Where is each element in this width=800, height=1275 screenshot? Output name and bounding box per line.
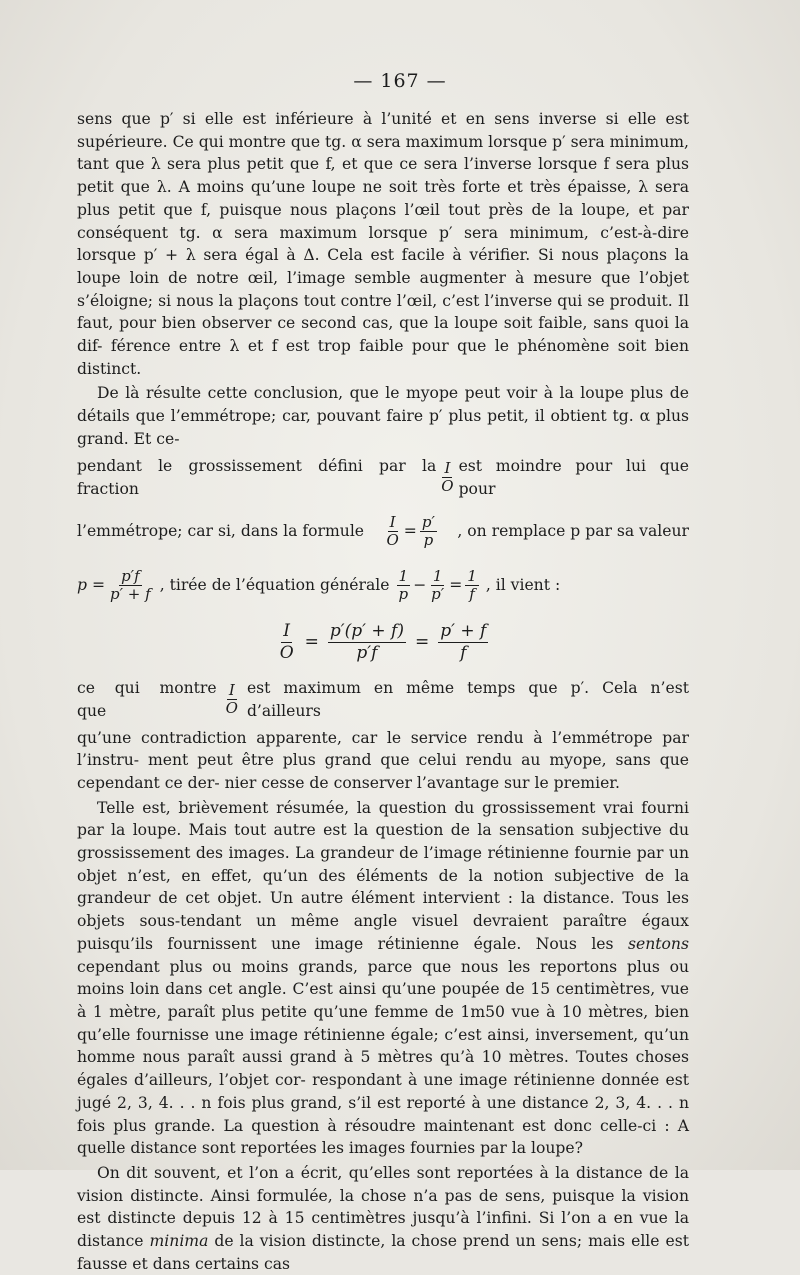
text-line: que l’emmétrope; car, pouvant faire p′ plus petit, il obtient tg. α plus grand. Et ce- bbox=[77, 407, 689, 448]
page-body bbox=[77, 108, 689, 1275]
formula-line-3 bbox=[77, 559, 689, 613]
formula-general-equation: $\frac{1}{p}$ − $\frac{1}{p'}$ = $\frac{1}{f}$ bbox=[398, 567, 477, 604]
text-line: paraît plus petite qu’une femme de 1m50 vue à 10 mètres, bien qu’elle fournisse bbox=[77, 1002, 689, 1044]
paragraph-3 bbox=[77, 797, 689, 1160]
text-line: Si nous plaçons la loupe loin de notre œil, l’image semble augmenter à mesure que bbox=[77, 246, 689, 287]
text-line: une image rétinienne égale; c’est ainsi, inversement, qu’un homme nous paraît bbox=[77, 1025, 690, 1067]
text-line: de la bbox=[214, 1232, 254, 1251]
emphasis-text: sentons bbox=[628, 934, 689, 953]
text-line: respondant à une image rétinienne donnée est jugé 2, 3, 4. . . n fois plus grand, s’il bbox=[77, 1071, 689, 1112]
formula-line-2 bbox=[77, 505, 689, 559]
text-line: distincte. Ainsi formulée, la chose n’a pas de sens, puisque la vision est distincte bbox=[77, 1186, 689, 1228]
text-line: , tirée de l’équation générale bbox=[159, 576, 390, 595]
formula-i-o-equals-pp-p: $\frac{I}{O}$ = $\frac{p'}{p}$ bbox=[386, 513, 435, 550]
text-line: aussi grand à 5 mètres qu’à 10 mètres. Toutes choses égales d’ailleurs, l’objet cor- bbox=[77, 1048, 689, 1090]
text-line: plus petit que f, et que ce sera l’inverse lorsque f sera plus petit que λ. A moins bbox=[77, 155, 689, 197]
paragraph-2 bbox=[77, 382, 689, 450]
text-line: ment peut être plus grand que celui rendu au myope, sans que cependant ce der- bbox=[77, 751, 689, 792]
text-line: depuis 12 à 15 centimètres jusqu’à l’infini. Si l’on a en vue la distance bbox=[77, 1209, 689, 1251]
fraction-i-over-o: $\frac{I}{O}$ bbox=[225, 681, 238, 718]
formula-display: $\frac{I}{O}$ = $\frac{p'(p' + f)}{p'f}$ = $\frac{p' + f}{f}$ bbox=[279, 621, 487, 664]
text-line: devraient paraître égaux puisqu’ils fournissent une image rétinienne égale. Nous bbox=[77, 912, 689, 953]
emphasis-text: minima bbox=[149, 1232, 209, 1251]
text-line: élément intervient : la distance. Tous les objets sous-tendant un même angle visuel bbox=[77, 889, 690, 931]
text-line: Il faut, pour bien observer ce second cas, que la loupe soit faible, sans quoi la dif- bbox=[77, 291, 689, 356]
paragraph-2-end bbox=[77, 727, 689, 795]
text-line: des images. La grandeur de l’image rétinienne fournie par un objet n’est, en effet, bbox=[77, 844, 689, 885]
text-line: qu’une loupe ne soit très forte et très épaisse, λ sera plus petit que f, puisque nous bbox=[77, 178, 689, 219]
text-line: maintenant est donc celle-ci : A quelle distance sont reportées les images fournies bbox=[77, 1116, 689, 1158]
text-line: les bbox=[591, 934, 614, 953]
text-line: sens que p′ si elle est inférieure à l’unité et en sens inverse si elle est supérieure. bbox=[77, 110, 689, 151]
text-line: pendant le grossissement défini par la fraction bbox=[77, 456, 437, 498]
fraction-i-over-o: $\frac{I}{O}$ bbox=[441, 459, 454, 496]
text-line: qu’un des éléments de la notion subjective de la grandeur de cet objet. Un autre bbox=[77, 866, 689, 908]
formula-p-value: p = $\frac{p'f}{p' + f}$ bbox=[77, 567, 151, 604]
text-line: ce qui montre que bbox=[77, 678, 217, 720]
text-line: On dit souvent, et l’on a écrit, qu’elles sont reportées à la distance de la vision bbox=[77, 1163, 689, 1205]
paragraph-1 bbox=[77, 108, 689, 380]
text-line: est moindre pour lui que pour bbox=[458, 456, 689, 498]
text-line: Telle est, brièvement résumée, la question du grossissement vrai fourni par la bbox=[77, 798, 689, 840]
text-line: loupe. Mais tout autre est la question de la sensation subjective du grossissement bbox=[77, 821, 689, 863]
text-line: moins loin dans cet angle. C’est ainsi qu’une poupée de 15 centimètres, vue à 1 mètre, bbox=[77, 980, 689, 1021]
text-line: nier cesse de conserver l’avantage sur le premier. bbox=[224, 773, 620, 792]
text-line: par la loupe? bbox=[480, 1139, 583, 1158]
text-line: l’objet s’éloigne; si nous la plaçons tout contre l’œil, c’est l’inverse qui se produit. bbox=[77, 268, 689, 310]
formula-line-1 bbox=[77, 451, 689, 505]
text-line: p′ sera minimum, c’est-à-dire lorsque p′ + λ sera égal à Δ. Cela est facile à vérifier. bbox=[77, 223, 689, 265]
formula-line-4 bbox=[77, 673, 689, 727]
text-line: férence entre λ et f est trop faible pour que le phénomène soit bien distinct. bbox=[77, 337, 689, 378]
text-line: est reporté à une distance 2, 3, 4. . . n fois plus grande. La question à résoudre bbox=[77, 1093, 689, 1135]
text-line: vision distincte, la chose prend un sens; mais elle est fausse et dans certains cas bbox=[77, 1232, 689, 1273]
text-line: , on remplace p par sa valeur bbox=[457, 522, 689, 541]
text-line: plaçons l’œil tout près de la loupe, et par conséquent tg. α sera maximum lorsque bbox=[77, 200, 689, 242]
page-number: — 167 — bbox=[353, 70, 447, 92]
paragraph-4 bbox=[77, 1162, 689, 1275]
text-line: cependant plus ou moins grands, parce que nous les reportons plus ou bbox=[77, 957, 689, 976]
text-line: De là résulte cette conclusion, que le myope peut voir à la loupe plus de détails bbox=[77, 384, 689, 426]
text-line: est maximum en même temps que p′. Cela n’est d’ailleurs bbox=[246, 678, 689, 720]
text-line: Ce qui montre que tg. α sera maximum lorsque p′ sera minimum, tant que λ sera bbox=[77, 132, 689, 174]
text-line: qu’une contradiction apparente, car le service rendu à l’emmétrope par l’instru- bbox=[77, 728, 689, 770]
text-line: l’emmétrope; car si, dans la formule bbox=[77, 522, 365, 541]
text-line: , il vient : bbox=[485, 576, 561, 595]
